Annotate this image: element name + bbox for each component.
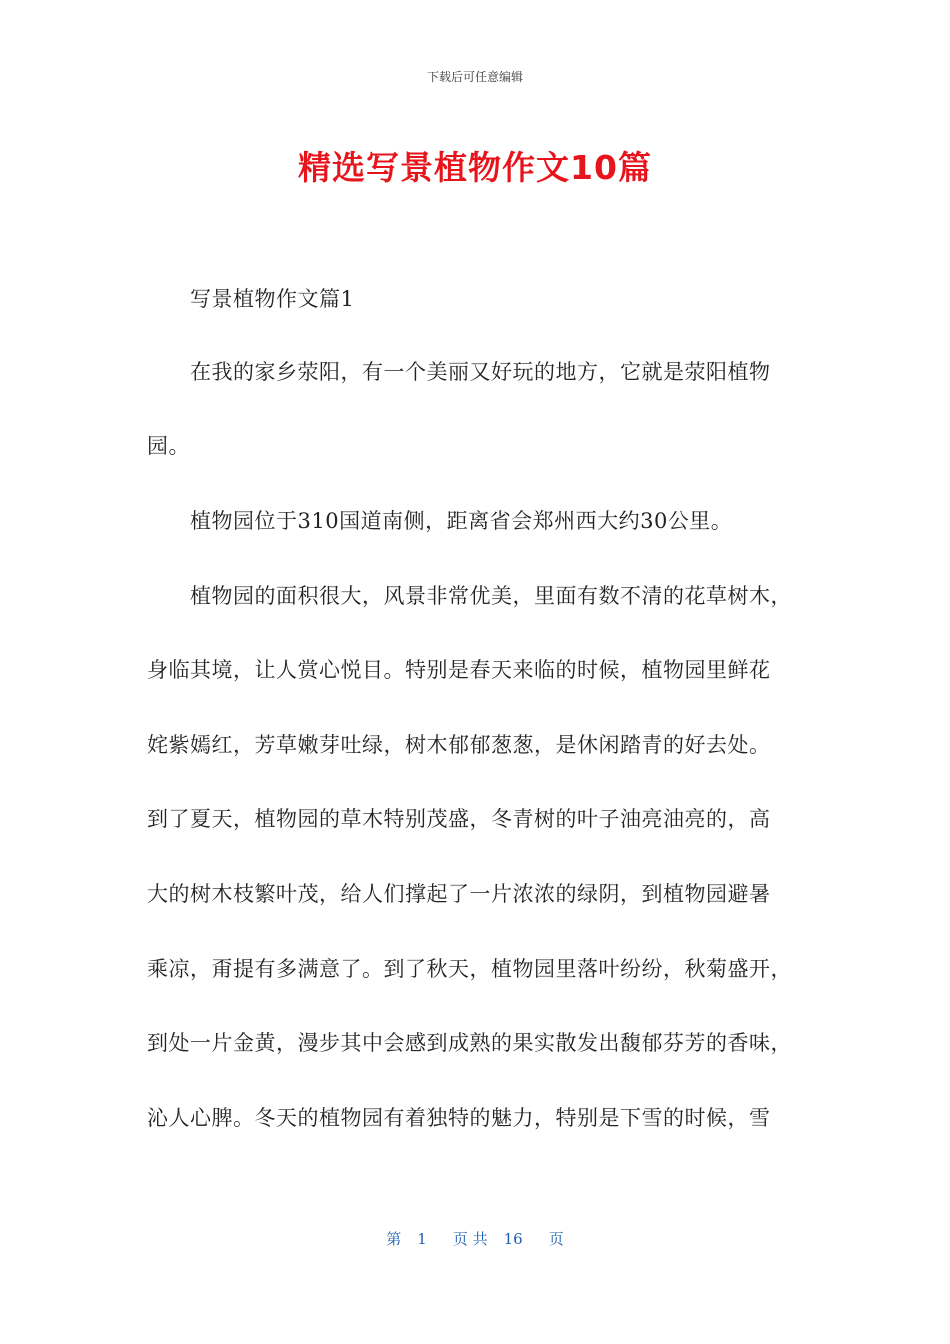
header-note: 下载后可任意编辑: [426, 70, 523, 84]
footer-total-pages: 16: [503, 1230, 523, 1248]
page-footer: [0, 1228, 950, 1249]
paragraph-line: 身临其境，让人赏心悦目。特别是春天来临的时候，植物园里鲜花: [147, 658, 771, 682]
paragraph-line: 乘凉，甭提有多满意了。到了秋天，植物园里落叶纷纷，秋菊盛开，: [147, 957, 792, 981]
footer-prefix: 第: [386, 1230, 402, 1248]
paragraph-line: 植物园的面积很大，风景非常优美，里面有数不清的花草树木，: [190, 584, 792, 608]
paragraph-line: 到了夏天，植物园的草木特别茂盛，冬青树的叶子油亮油亮的，高: [147, 807, 771, 831]
paragraph-line: 大的树木枝繁叶茂，给人们撑起了一片浓浓的绿阴，到植物园避暑: [147, 882, 771, 906]
footer-page-number: 1: [417, 1230, 427, 1248]
paragraph-line: 姹紫嫣红，芳草嫩芽吐绿，树木郁郁葱葱，是休闲踏青的好去处。: [147, 733, 771, 757]
section-heading: 写景植物作文篇1: [190, 287, 355, 311]
paragraph-line: 到处一片金黄，漫步其中会感到成熟的果实散发出馥郁芬芳的香味，: [147, 1031, 792, 1055]
paragraph-line: 在我的家乡荥阳，有一个美丽又好玩的地方，它就是荥阳植物: [190, 360, 771, 384]
document-title: 精选写景植物作文10篇: [298, 148, 652, 187]
paragraph-line: 沁人心脾。冬天的植物园有着独特的魅力，特别是下雪的时候，雪: [147, 1106, 771, 1130]
footer-suffix: 页: [548, 1230, 564, 1248]
footer-middle: 页 共: [452, 1230, 488, 1248]
paragraph-line: 植物园位于310国道南侧，距离省会郑州西大约30公里。: [190, 509, 733, 533]
paragraph-line: 园。: [147, 434, 190, 458]
